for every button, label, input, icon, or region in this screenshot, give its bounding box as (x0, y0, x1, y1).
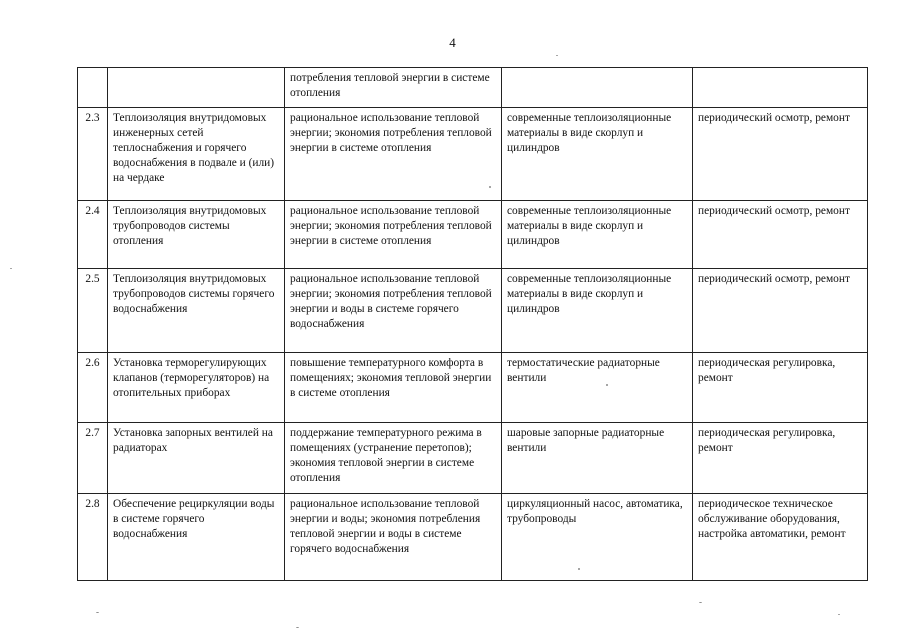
scan-speck (606, 384, 608, 386)
row-number-cell: 2.4 (78, 201, 108, 269)
measure-purpose-cell: рациональное использование тепловой энергии; экономия потребления тепловой энергии и воды в системе горячего водоснабжения (285, 269, 502, 353)
measure-purpose-cell: рациональное использование тепловой энергии; экономия потребления тепловой энергии в системе отопления (285, 108, 502, 201)
equipment-cell: современные теплоизоляционные материалы в виде скорлуп и цилиндров (502, 201, 693, 269)
row-number-cell: 2.5 (78, 269, 108, 353)
row-number-cell (78, 68, 108, 108)
measure-name-cell: Установка терморегулирующих клапанов (терморегуляторов) на отопительных приборах (108, 353, 285, 423)
table-row (78, 201, 868, 269)
measure-purpose-cell: рациональное использование тепловой энергии и воды; экономия потребления тепловой энергии и воды в системе горячего водоснабжения (285, 494, 502, 581)
scan-speck (10, 268, 12, 269)
measure-purpose-cell: рациональное использование тепловой энергии; экономия потребления тепловой энергии в системе отопления (285, 201, 502, 269)
measure-purpose-cell: потребления тепловой энергии в системе отопления (285, 68, 502, 108)
scan-speck (556, 55, 558, 56)
scan-speck (699, 602, 702, 603)
maintenance-cell: периодическое техническое обслуживание оборудования, настройка автоматики, ремонт (693, 494, 868, 581)
measure-name-cell: Теплоизоляция внутридомовых трубопроводов системы отопления (108, 201, 285, 269)
measure-name-cell (108, 68, 285, 108)
row-number-cell: 2.7 (78, 423, 108, 494)
equipment-cell (502, 68, 693, 108)
measure-purpose-cell: поддержание температурного режима в помещениях (устранение перетопов); экономия тепловой энергии в системе отопления (285, 423, 502, 494)
table-row (78, 269, 868, 353)
page-number: 4 (449, 35, 456, 50)
measure-purpose-cell: повышение температурного комфорта в помещениях; экономия тепловой энергии в системе отопления (285, 353, 502, 423)
table-row (78, 108, 868, 201)
table-row (78, 494, 868, 581)
maintenance-cell: периодический осмотр, ремонт (693, 108, 868, 201)
scan-speck (578, 568, 580, 570)
table-row (78, 68, 868, 108)
table-row (78, 353, 868, 423)
scan-speck (296, 627, 299, 628)
measures-table (77, 67, 868, 581)
maintenance-cell: периодическая регулировка, ремонт (693, 423, 868, 494)
measure-name-cell: Теплоизоляция внутридомовых инженерных сетей теплоснабжения и горячего водоснабжения в подвале и (или) на чердаке (108, 108, 285, 201)
scan-speck (489, 186, 491, 188)
maintenance-cell: периодический осмотр, ремонт (693, 201, 868, 269)
maintenance-cell: периодический осмотр, ремонт (693, 269, 868, 353)
equipment-cell: термостатические радиаторные вентили (502, 353, 693, 423)
row-number-cell: 2.6 (78, 353, 108, 423)
measure-name-cell: Установка запорных вентилей на радиаторах (108, 423, 285, 494)
measure-name-cell: Теплоизоляция внутридомовых трубопроводов системы горячего водоснабжения (108, 269, 285, 353)
measure-name-cell: Обеспечение рециркуляции воды в системе горячего водоснабжения (108, 494, 285, 581)
row-number-cell: 2.8 (78, 494, 108, 581)
table-row (78, 423, 868, 494)
maintenance-cell (693, 68, 868, 108)
scan-speck (96, 612, 99, 613)
equipment-cell: современные теплоизоляционные материалы в виде скорлуп и цилиндров (502, 108, 693, 201)
equipment-cell: шаровые запорные радиаторные вентили (502, 423, 693, 494)
equipment-cell: циркуляционный насос, автоматика, трубопроводы (502, 494, 693, 581)
maintenance-cell: периодическая регулировка, ремонт (693, 353, 868, 423)
row-number-cell: 2.3 (78, 108, 108, 201)
equipment-cell: современные теплоизоляционные материалы в виде скорлуп и цилиндров (502, 269, 693, 353)
scan-speck (838, 614, 840, 615)
